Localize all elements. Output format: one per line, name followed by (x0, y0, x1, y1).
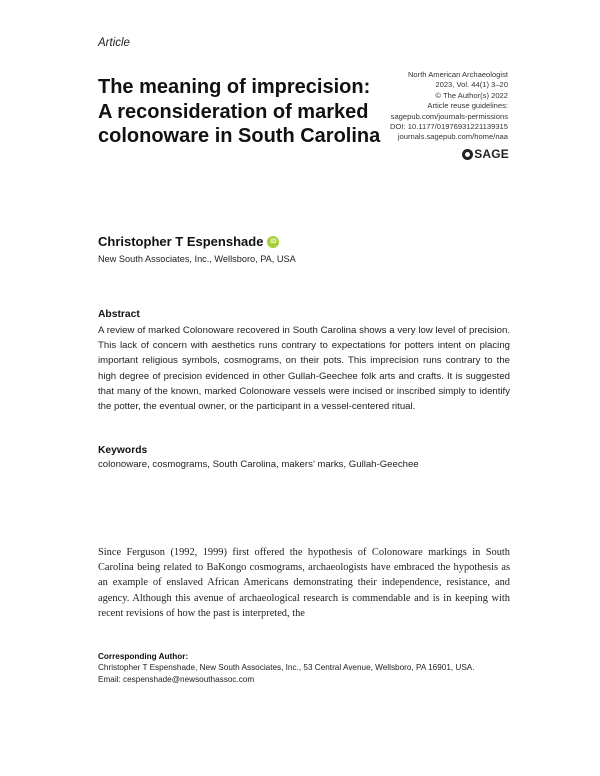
copyright-line: © The Author(s) 2022 (435, 90, 508, 100)
journal-volume: 2023, Vol. 44(1) 3–20 (435, 80, 508, 90)
publisher-logo-text: SAGE (474, 147, 509, 161)
corresponding-author-address: Christopher T Espenshade, New South Associates, Inc., 53 Central Avenue, Wellsboro, PA 16901, USA. (98, 663, 475, 672)
sage-logo-icon (462, 149, 473, 160)
journal-name: North American Archaeologist (407, 70, 508, 79)
abstract-text: A review of marked Colonoware recovered in South Carolina shows a very low level of precision. This lack of concern with aesthetics runs contrary to expectations for potters intent on placing important religious symbols, cosmograms, on their pots. This imprecision runs contrary to the high degree of precision evidenced in other Gullah-Geechee folk arts and crafts. It is suggested that many of the known, marked Colonoware vessels were incised or inscribed simply to identify the potter, the eventual owner, or the participant in a vessel-centered ritual. (98, 325, 510, 413)
author-name: Christopher T Espenshade (98, 234, 264, 249)
publisher-logo (462, 147, 509, 161)
author-line (98, 234, 279, 249)
corresponding-author-email[interactable]: Email: cespenshade@newsouthassoc.com (98, 675, 255, 684)
abstract-heading: Abstract (98, 309, 140, 320)
keywords-heading: Keywords (98, 445, 148, 456)
doi-link[interactable]: DOI: 10.1177/01976931221139315 (390, 122, 508, 132)
permissions-link[interactable]: sagepub.com/journals-permissions (390, 111, 508, 121)
journal-home-link[interactable]: journals.sagepub.com/home/naa (397, 132, 508, 142)
journal-metadata (390, 70, 508, 143)
body-paragraph: Since Ferguson (1992, 1999) first offered the hypothesis of Colonoware markings in South Carolina being related to BaKongo cosmograms, archaeologists have embraced the hypothesis as an example of enslaved African Americans demonstrating their independence, resistance, and agency. Although this avenue of archaeological research is commendable and is in keeping with recent revisions of how the past is interpreted, the (98, 547, 510, 619)
keywords-text: colonoware, cosmograms, South Carolina, makers’ marks, Gullah-Geechee (98, 459, 419, 470)
corresponding-author-heading: Corresponding Author: (98, 652, 189, 661)
article-type-label: Article (98, 37, 130, 49)
orcid-icon[interactable]: iD (267, 236, 279, 248)
article-title: The meaning of imprecision: A reconsideration of marked colonoware in South Carolina (98, 76, 381, 147)
reuse-guidelines-label: Article reuse guidelines: (427, 101, 508, 111)
author-affiliation: New South Associates, Inc., Wellsboro, PA, USA (98, 254, 296, 264)
